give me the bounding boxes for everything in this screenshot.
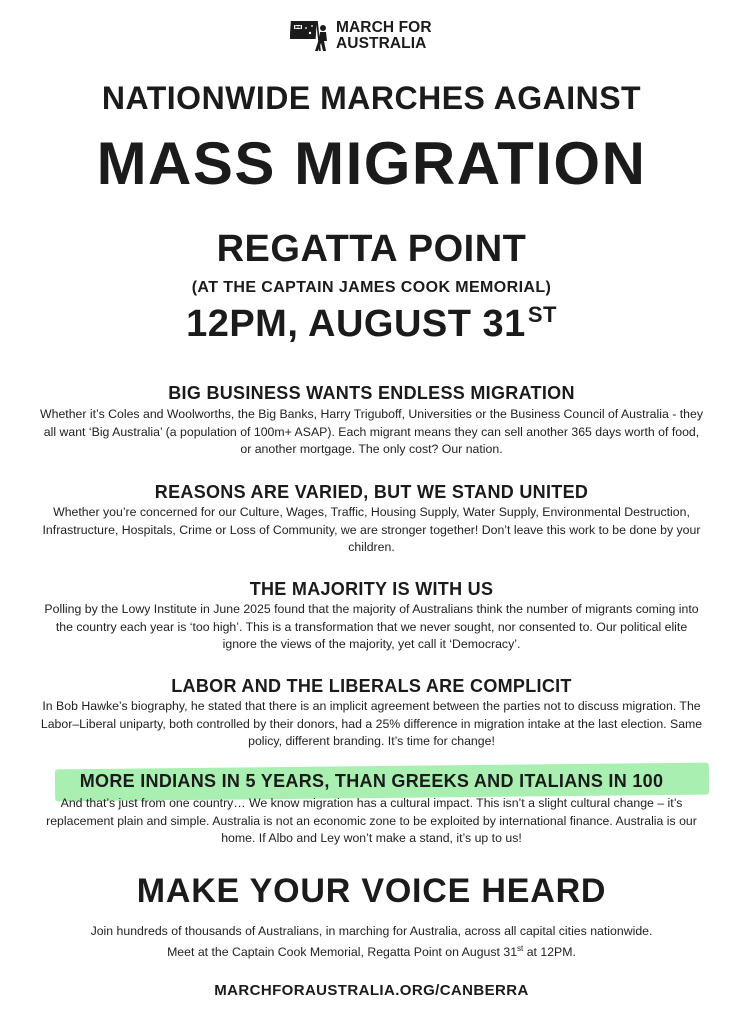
section-5-body: And that’s just from one country… We know migration has a cultural impact. This isn’t a slight cultural change – it’s replacement plain and simple. Australia is not an economic zone to be exploited by international finance. Australia is our home. If Albo and Ley won’t make a stand, it’s up to us! [46, 796, 697, 845]
event-location: REGATTA POINT [216, 228, 527, 270]
section-1-heading: BIG BUSINESS WANTS ENDLESS MIGRATION [168, 383, 575, 403]
join-line-2-a: Meet at the Captain Cook Memorial, Regatta Point on August 31 [167, 945, 518, 959]
marching-figure-flag-icon [290, 19, 330, 53]
join-line-1: Join hundreds of thousands of Australians, in marching for Australia, across all capital cities nationwide. [90, 924, 653, 938]
section-2-heading: REASONS ARE VARIED, BUT WE STAND UNITED [154, 482, 589, 502]
section-3-heading: THE MAJORITY IS WITH US [249, 579, 494, 599]
join-line-2-b: at 12PM. [523, 945, 576, 959]
logo-line-2: AUSTRALIA [336, 35, 427, 52]
call-to-action-heading: MAKE YOUR VOICE HEARD [136, 872, 607, 910]
event-location-note: (AT THE CAPTAIN JAMES COOK MEMORIAL) [191, 279, 552, 296]
section-2-body: Whether you’re concerned for our Culture, Wages, Traffic, Housing Supply, Water Supply, Environmental Destruction, Infrastructure, Hospitals, Crime or Loss of Community, we are stronger together! Don’t leave this work to be done by your children. [42, 505, 701, 554]
website-url: MARCHFORAUSTRALIA.ORG/CANBERRA [214, 982, 529, 999]
march-for-australia-logo [290, 17, 432, 55]
section-4-body: In Bob Hawke’s biography, he stated that there is an implicit agreement between the parties not to discuss migration. The Labor–Liberal uniparty, both controlled by their donors, had a 25% difference in migration intake at the last election. Same policy, different branding. It’s time for change! [40, 699, 703, 748]
call-to-action-text [40, 922, 703, 961]
section-4-heading: LABOR AND THE LIBERALS ARE COMPLICIT [171, 676, 572, 696]
section-1-body: Whether it’s Coles and Woolworths, the Big Banks, Harry Triguboff, Universities or the Business Council of Australia - they all want ‘Big Australia’ (a population of 100m+ ASAP). Each migrant means they can sell another 365 days worth of food, or another mortgage. The only cost? Our nation. [40, 407, 703, 456]
logo-line-1: MARCH FOR [336, 19, 432, 36]
header-subtitle: NATIONWIDE MARCHES AGAINST [101, 80, 642, 116]
logo-wordmark [336, 20, 432, 52]
join-line-2-sup: st [517, 944, 524, 953]
section-5-heading: MORE INDIANS IN 5 YEARS, THAN GREEKS AND ITALIANS IN 100 [79, 771, 664, 791]
event-time-suffix: ST [527, 302, 557, 327]
section-3-body: Polling by the Lowy Institute in June 2025 found that the majority of Australians think the number of migrants coming into the country each year is ‘too high’. This is a transformation that we never sought, nor consented to. Our political elite ignore the views of the majority, yet call it ‘Democracy’. [44, 602, 699, 651]
page-title: MASS MIGRATION [96, 130, 647, 197]
event-time [0, 302, 743, 346]
join-line-2 [40, 940, 703, 961]
event-time-text: 12PM, AUGUST 31 [186, 303, 526, 345]
